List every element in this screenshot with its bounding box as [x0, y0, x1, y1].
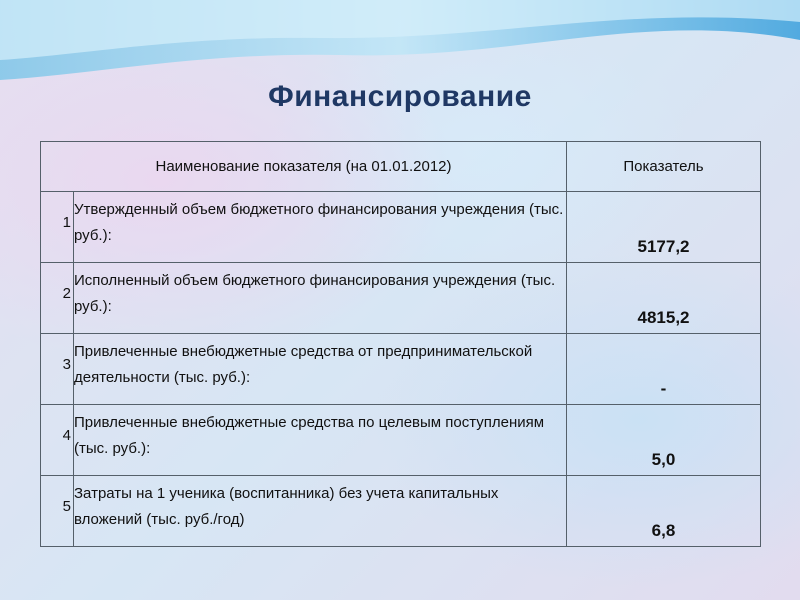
row-label: Затраты на 1 ученика (воспитанника) без учета капитальных вложений (тыс. руб./год)	[74, 476, 567, 547]
table-row	[41, 263, 761, 334]
row-number: 4	[62, 427, 71, 444]
row-value: 4815,2	[637, 308, 690, 327]
row-number: 1	[62, 214, 71, 231]
header-indicator-value: Показатель	[567, 142, 761, 192]
table-header-row	[41, 142, 761, 192]
row-value: 5,0	[651, 450, 676, 469]
row-value: -	[660, 379, 667, 398]
table-row	[41, 192, 761, 263]
table-row	[41, 476, 761, 547]
header-indicator-name: Наименование показателя (на 01.01.2012)	[41, 142, 567, 192]
decorative-wave	[0, 0, 800, 80]
row-label: Утвержденный объем бюджетного финансирования учреждения (тыс. руб.):	[74, 192, 567, 263]
row-value: 5177,2	[637, 237, 690, 256]
row-number: 3	[62, 356, 71, 373]
table-row	[41, 334, 761, 405]
financing-table	[40, 141, 761, 547]
row-label: Привлеченные внебюджетные средства по целевым поступлениям (тыс. руб.):	[74, 405, 567, 476]
row-label: Исполненный объем бюджетного финансирования учреждения (тыс. руб.):	[74, 263, 567, 334]
row-number: 5	[62, 498, 71, 515]
row-value: 6,8	[651, 521, 676, 540]
table-row	[41, 405, 761, 476]
page-title: Финансирование	[268, 80, 532, 113]
row-number: 2	[62, 285, 71, 302]
row-label: Привлеченные внебюджетные средства от предпринимательской деятельности (тыс. руб.):	[74, 334, 567, 405]
